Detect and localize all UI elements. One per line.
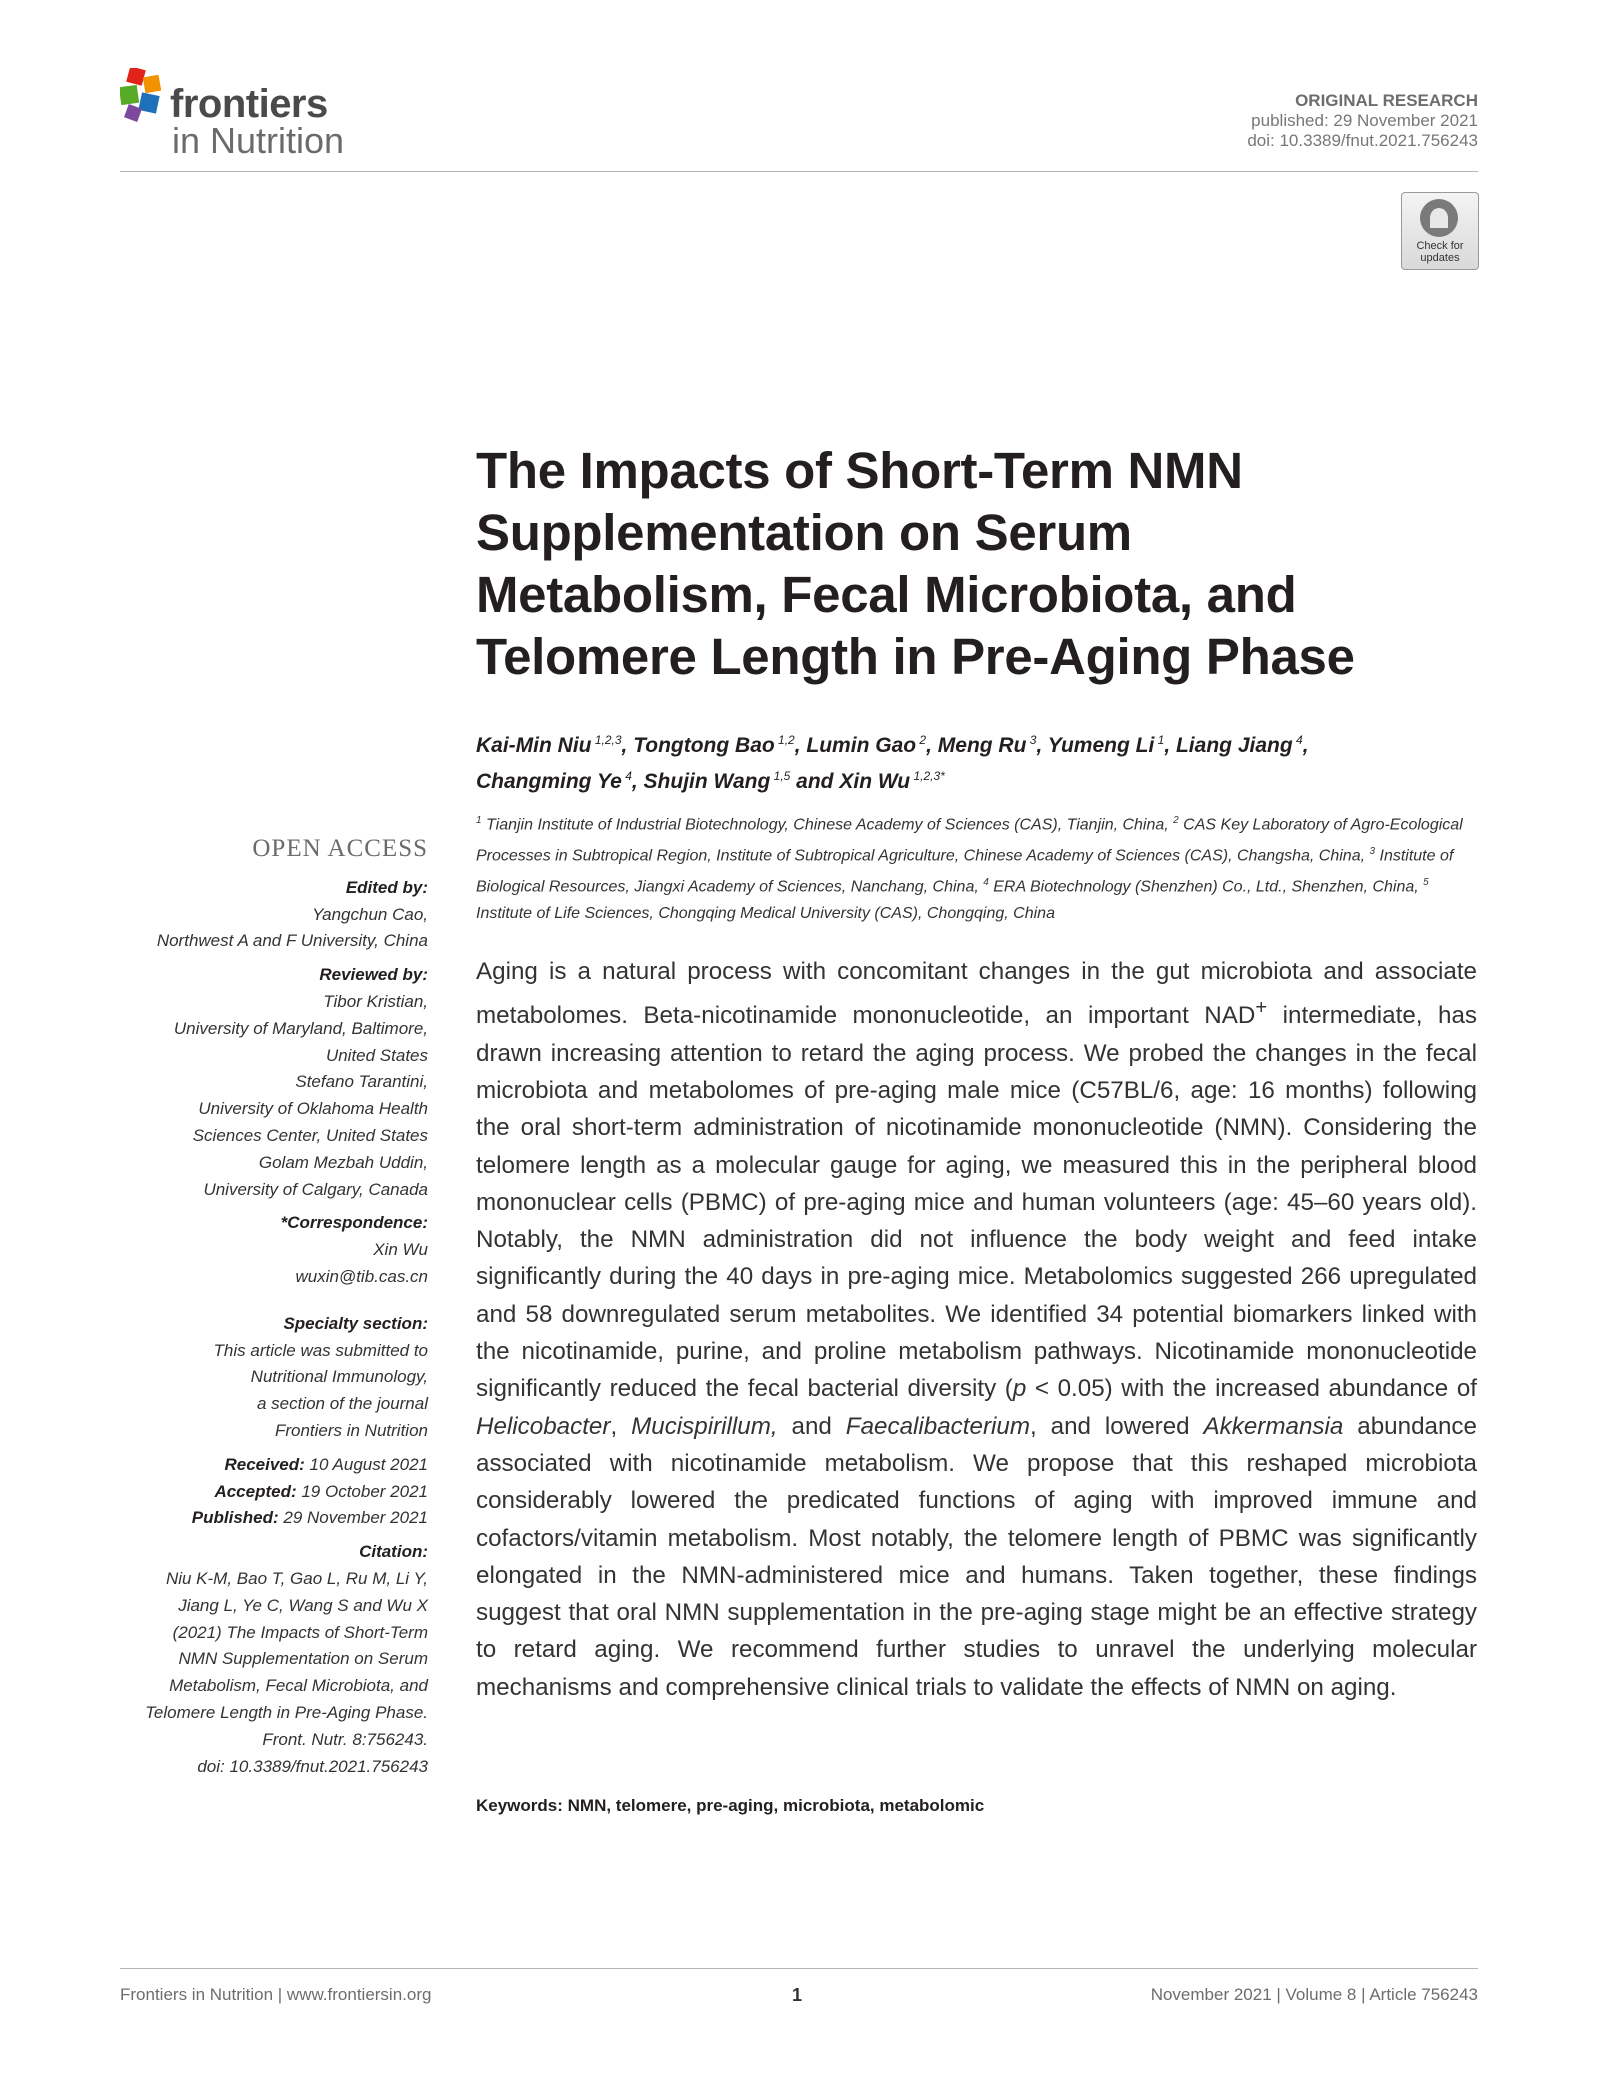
affiliation-text: Institute of Biological Resources, Jiangxi Academy of Sciences, Nanchang, China, xyxy=(476,847,1454,896)
abstract-text xyxy=(476,953,1477,1706)
citation-doi[interactable]: doi: 10.3389/fnut.2021.756243 xyxy=(197,1756,428,1776)
abstract-segment: , xyxy=(610,1412,632,1440)
check-for-updates-badge[interactable] xyxy=(1401,192,1479,270)
article-meta xyxy=(1247,91,1478,151)
abstract-segment: intermediate, has drawn increasing attention to retard the aging process. We probed the changes in the fecal microbiota and metabolomes of pre-aging male mice (C57BL/6, age: 16 months) following the oral short-term administration of nicotinamide mononucleotide (NMN). Considering the telomere length as a molecular gauge for aging, we measured this in the peripheral blood mononuclear cells (PBMC) of pre-aging mice and human volunteers (age: 45–60 years old). Notably, the NMN administration did not influence the body weight and feed intake significantly during the 40 days in pre-aging mice. Metabolomics suggested 266 upregulated and 58 downregulated serum metabolites. We identified 34 potential biomarkers linked with the nicotinamide, purine, and proline metabolism pathways. Nicotinamide mononucleotide significantly reduced the fecal bacterial diversity ( xyxy=(476,1002,1477,1403)
affiliation-text: Tianjin Institute of Industrial Biotechnology, Chinese Academy of Sciences (CAS), Tianjin, China, xyxy=(481,816,1174,834)
reviewer-line: Stefano Tarantini, xyxy=(295,1072,428,1092)
abstract-segment: abundance associated with nicotinamide metabolism. We propose that this reshaped microbiota considerably lowered the predicated functions of aging with improved immune and cofactors/vitamin metabolism. Most notably, the telomere length of PBMC was significantly elongated in the NMN-administered mice and humans. Taken together, these findings suggest that oral NMN supplementation in the pre-aging stage might be an effective strategy to retard aging. We recommend further studies to unravel the underlying molecular mechanisms and comprehensive clinical trials to validate the effects of NMN on aging. xyxy=(476,1412,1477,1701)
accepted-date: Accepted: 19 October 2021 xyxy=(214,1481,428,1501)
author-name[interactable]: Lumin Gao xyxy=(806,734,917,757)
abstract-italic-term: Faecalibacterium xyxy=(845,1412,1030,1440)
crossmark-label: Check for updates xyxy=(1416,240,1464,264)
author-name[interactable]: Changming Ye xyxy=(476,770,622,793)
author-list: Kai-Min Niu $^{1,2,3}$, Tongtong Bao $^{1,2}$, Lumin Gao $^2$, Meng Ru $^3$, Yumeng Li $^1$, Liang Jiang $^4$, Changming Ye $^4$, Shujin Wang $^{1,5}$ and Xin Wu $^{1,2,3*}$ xyxy=(476,733,1309,793)
reviewer-line: University of Maryland, Baltimore, xyxy=(173,1018,428,1038)
logo-journal-name: in Nutrition xyxy=(172,120,345,161)
specialty-line: Frontiers in Nutrition xyxy=(274,1420,428,1440)
abstract-italic-term: p xyxy=(1012,1375,1027,1403)
abstract-italic-term: Akkermansia xyxy=(1203,1412,1344,1440)
article-info-sidebar xyxy=(100,836,428,1780)
citation-line: NMN Supplementation on Serum xyxy=(178,1649,428,1669)
reviewer-line: Sciences Center, United States xyxy=(192,1125,428,1145)
author-name[interactable]: Meng Ru xyxy=(937,734,1027,757)
correspondence-email[interactable]: wuxin@tib.cas.cn xyxy=(295,1266,428,1286)
author-affiliation-marker: 1,2,3* xyxy=(910,769,945,783)
published-date: published: 29 November 2021 xyxy=(1251,111,1478,130)
correspondence-name: Xin Wu xyxy=(373,1240,428,1260)
author-affiliation-marker: 3 xyxy=(1026,733,1037,747)
article-doi[interactable]: doi: 10.3389/fnut.2021.756243 xyxy=(1247,131,1478,150)
editor-affiliation: Northwest A and F University, China xyxy=(156,931,428,951)
author-affiliation-marker: 4 xyxy=(1292,733,1303,747)
abstract-italic-term: Mucispirillum, xyxy=(631,1412,778,1440)
author-name[interactable]: Kai-Min Niu xyxy=(476,734,592,757)
crossmark-icon xyxy=(1420,199,1458,237)
affiliation-marker: 3 xyxy=(1369,846,1376,858)
citation-line: Telomere Length in Pre-Aging Phase. xyxy=(145,1702,428,1722)
title-line: The Impacts of Short-Term NMN xyxy=(476,442,1243,499)
author-name[interactable]: Tongtong Bao xyxy=(633,734,775,757)
author-affiliation-marker: 1 xyxy=(1154,733,1165,747)
citation-line: Jiang L, Ye C, Wang S and Wu X xyxy=(178,1595,428,1615)
reviewed-by-label: Reviewed by: xyxy=(319,965,428,985)
title-line: Telomere Length in Pre-Aging Phase xyxy=(476,628,1355,685)
affiliation-marker: 1 xyxy=(476,815,482,826)
abstract-segment: + xyxy=(1255,997,1268,1020)
author-name[interactable]: Liang Jiang xyxy=(1175,734,1293,757)
affiliation-text: ERA Biotechnology (Shenzhen) Co., Ltd., Shenzhen, China, xyxy=(988,878,1424,896)
article-type: ORIGINAL RESEARCH xyxy=(1295,91,1478,110)
title-line: Metabolism, Fecal Microbiota, and xyxy=(476,566,1297,623)
edited-by-label: Edited by: xyxy=(345,877,428,897)
author-name[interactable]: Yumeng Li xyxy=(1047,734,1155,757)
keywords: Keywords: NMN, telomere, pre-aging, microbiota, metabolomic xyxy=(476,1796,985,1815)
author-name[interactable]: Xin Wu xyxy=(839,770,911,793)
author-affiliation-marker: 1,5 xyxy=(770,769,791,783)
abstract-segment: < 0.05) with the increased abundance of xyxy=(1026,1375,1477,1403)
reviewer-line: United States xyxy=(325,1045,428,1065)
abstract-segment: and xyxy=(777,1412,846,1440)
specialty-line: This article was submitted to xyxy=(213,1340,428,1360)
author-affiliation-marker: 4 xyxy=(621,769,632,783)
frontiers-logo-icon xyxy=(120,68,166,124)
abstract-italic-term: Helicobacter xyxy=(476,1412,611,1440)
logo-wordmark: frontiers xyxy=(170,82,328,126)
footer-issue: November 2021 | Volume 8 | Article 756243 xyxy=(1150,1985,1478,2004)
open-access-label: OPEN ACCESS xyxy=(252,835,428,862)
author-affiliation-marker: 1,2 xyxy=(774,733,795,747)
footer-divider xyxy=(120,1968,1478,1969)
abstract-segment: Aging is a natural process with concomitant changes in the gut microbiota and associate metabolomes. Beta-nicotinamide mononucleotide, an important NAD xyxy=(476,958,1477,1030)
journal-logo xyxy=(120,66,380,161)
received-date: Received: 10 August 2021 xyxy=(224,1454,428,1474)
reviewer-line: University of Calgary, Canada xyxy=(203,1179,428,1199)
citation-label: Citation: xyxy=(359,1542,428,1562)
affiliation-text: CAS Key Laboratory of Agro-Ecological Processes in Subtropical Region, Institute of Subtropical Agriculture, Chinese Academy of Sciences (CAS), Changsha, China, xyxy=(476,816,1463,865)
affiliation-marker: 2 xyxy=(1173,815,1179,826)
specialty-line: a section of the journal xyxy=(256,1394,428,1414)
article-title xyxy=(476,440,1496,688)
author-name[interactable]: Shujin Wang xyxy=(643,770,771,793)
affiliations xyxy=(476,808,1486,928)
footer-journal[interactable]: Frontiers in Nutrition | www.frontiersin.org xyxy=(120,1985,432,2004)
affiliation-text: Institute of Life Sciences, Chongqing Medical University (CAS), Chongqing, China xyxy=(476,905,1055,923)
specialty-section-label: Specialty section: xyxy=(283,1313,428,1333)
title-line: Supplementation on Serum xyxy=(476,504,1132,561)
citation-line: Front. Nutr. 8:756243. xyxy=(262,1729,428,1749)
editor-name: Yangchun Cao, xyxy=(312,904,428,924)
citation-line: Niu K-M, Bao T, Gao L, Ru M, Li Y, xyxy=(165,1568,428,1588)
reviewer-line: Tibor Kristian, xyxy=(323,991,428,1011)
published-date-sidebar: Published: 29 November 2021 xyxy=(191,1508,428,1528)
author-affiliation-marker: 2 xyxy=(916,733,927,747)
abstract-segment: , and lowered xyxy=(1029,1412,1204,1440)
correspondence-label: *Correspondence: xyxy=(280,1213,428,1233)
author-affiliation-marker: 1,2,3 xyxy=(591,733,622,747)
affiliation-marker: 5 xyxy=(1423,877,1429,889)
specialty-line: Nutritional Immunology, xyxy=(250,1367,428,1387)
citation-line: Metabolism, Fecal Microbiota, and xyxy=(169,1676,428,1696)
page-number: 1 xyxy=(792,1985,803,2005)
reviewer-line: University of Oklahoma Health xyxy=(198,1099,428,1119)
affiliation-marker: 4 xyxy=(983,877,989,889)
header-divider xyxy=(120,171,1478,172)
citation-line: (2021) The Impacts of Short-Term xyxy=(172,1622,428,1642)
reviewer-line: Golam Mezbah Uddin, xyxy=(258,1152,428,1172)
